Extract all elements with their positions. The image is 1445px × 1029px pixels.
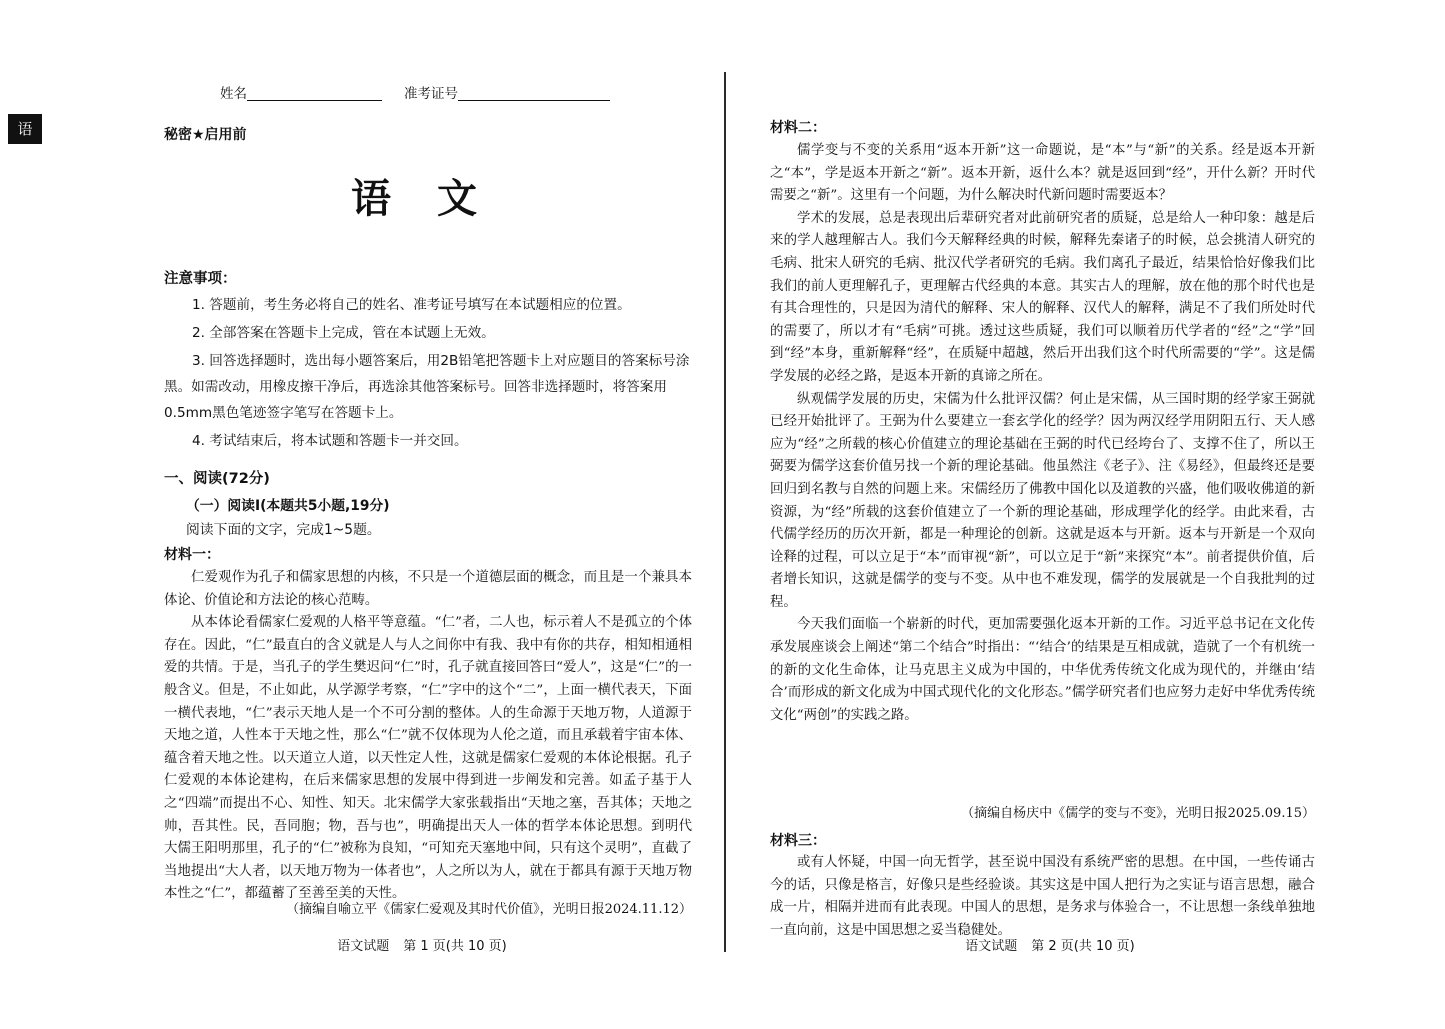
footer-page-number: 第 2 页(共 10 页) <box>1031 939 1135 954</box>
footer-right <box>770 935 1330 954</box>
subsection-heading: （一）阅读Ⅰ(本题共5小题,19分) <box>186 498 390 514</box>
paragraph: 纵观儒学发展的历史，宋儒为什么批评汉儒？何止是宋儒，从三国时期的经学家王弼就已经开始批评了。王弼为什么要建立一套玄学化的经学？因为两汉经学用阴阳五行、天人感应为“经”之所载的核心价值建立的理论基础在王弼的时代已经垮台了、支撑不住了，所以王弼要为儒学这套价值另找一个新的理论基础。他虽然注《老子》、注《易经》，但最终还是要回归到名教与自然的问题上来。宋儒经历了佛教中国化以及道教的兴盛，他们吸收佛道的新资源，为“经”所载的这套价值建立了一个新的理论基础，形成理学化的经学。由此来看，古代儒学经历的历次开新，都是一种理论的创新。这就是返本与开新。返本与开新是一个双向诠释的过程，可以立足于“本”而审视“新”，可以立足于“新”来探究“本”。前者提供价值，后者增长知识，这就是儒学的变与不变。从中也不难发现，儒学的发展就是一个自我批判的过程。 <box>770 391 1315 610</box>
footer-label: 语文试题 <box>337 939 390 954</box>
page-title: 语 文 <box>351 175 493 222</box>
footer-label: 语文试题 <box>965 939 1018 954</box>
paragraph: 学术的发展，总是表现出后辈研究者对此前研究者的质疑，总是给人一种印象：越是后来的学人越理解古人。我们今天解释经典的时候，解释先秦诸子的时候，总会挑清人研究的毛病、批宋人研究的毛病、批汉代学者研究的毛病。我们离孔子最近，结果恰恰好像我们比我们的前人更理解孔子，更理解古代经典的本意。其实古人的理解，放在他的那个时代也是有其合理性的，只是因为清代的解释、宋人的解释、汉代人的解释，满足不了我们所处时代的需要了，所以才有“毛病”可挑。透过这些质疑，我们可以顺着历代学者的“经”之“学”回到“经”本身，重新解释“经”，在质疑中超越，然后开出我们这个时代所需要的“学”。这是儒学发展的必经之路，是返本开新的真谛之所在。 <box>770 210 1315 384</box>
paper-sheet <box>120 62 1330 972</box>
side-tab-subject: 语 <box>8 114 42 144</box>
reading-instruction: 阅读下面的文字，完成1~5题。 <box>186 522 381 538</box>
material-one-label: 材料一： <box>164 547 220 563</box>
paragraph: 今天我们面临一个崭新的时代，更加需要强化返本开新的工作。习近平总书记在文化传承发展座谈会上阐述“第二个结合”时指出：“‘结合’的结果是互相成就，造就了一个有机统一的新的文化生命体，让马克思主义成为中国的，中华优秀传统文化成为现代的，并继由‘结合’而形成的新文化成为中国式现代化的文化形态。”儒学研究者们也应努力走好中华优秀传统文化“两创”的实践之路。 <box>770 617 1315 723</box>
left-column <box>142 62 702 972</box>
footer-page-number: 第 1 页(共 10 页) <box>403 939 507 954</box>
paragraph: 或有人怀疑，中国一向无哲学，甚至说中国没有系统严密的思想。在中国，一些传诵古今的话，只像是格言，好像只是些经验谈。其实这是中国人把行为之实证与语言思想，融合成一片，相隔并进而有此表现。中国人的思想，是务求与体验合一，不让思想一条线单独地一直向前，这是中国思想之妥当稳健处。 <box>770 855 1315 938</box>
secret-notice: 秘密★启用前 <box>164 127 247 143</box>
identity-line <box>220 82 610 102</box>
ticket-blank[interactable] <box>458 85 610 101</box>
notice-item: 1. 答题前，考生务必将自己的姓名、准考证号填写在本试题相应的位置。 <box>192 297 631 313</box>
paragraph: 儒学变与不变的关系用“返本开新”这一命题说，是“本”与“新”的关系。经是返本开新之“本”，学是返本开新之“新”。返本开新，返什么本？就是返回到“经”，开什么新？开时代需要之“新”。这里有一个问题，为什么解决时代新问题时需要返本？ <box>770 143 1315 204</box>
notice-title: 注意事项： <box>164 271 237 287</box>
notice-list <box>164 292 692 456</box>
section-heading-reading: 一、阅读(72分) <box>164 471 270 487</box>
notice-item: 4. 考试结束后，将本试题和答题卡一并交回。 <box>192 433 468 449</box>
material-two-source: （摘编自杨庆中《儒学的变与不变》，光明日报2025.09.15） <box>961 806 1315 821</box>
notice-item: 3. 回答选择题时，选出每小题答案后，用2B铅笔把答题卡上对应题目的答案标号涂黑。如需改动，用橡皮擦干净后，再选涂其他答案标号。回答非选择题时，将答案用0.5mm黑色笔迹签字笔写在答题卡上。 <box>164 353 690 421</box>
name-blank[interactable] <box>247 85 382 101</box>
ticket-label: 准考证号 <box>404 86 458 102</box>
material-two-body <box>770 140 1315 727</box>
notice-item: 2. 全部答案在答题卡上完成，管在本试题上无效。 <box>192 325 495 341</box>
footer-left <box>142 935 702 954</box>
paragraph: 仁爱观作为孔子和儒家思想的内核，不只是一个道德层面的概念，而且是一个兼具本体论、价值论和方法论的核心范畴。 <box>164 570 692 608</box>
material-two-label: 材料二： <box>770 120 826 136</box>
material-one-body <box>164 567 692 906</box>
material-three-body <box>770 852 1315 942</box>
name-label: 姓名 <box>220 86 247 102</box>
material-three-label: 材料三： <box>770 833 826 849</box>
paragraph: 从本体论看儒家仁爱观的人格平等意蕴。“仁”者，二人也，标示着人不是孤立的个体存在。因此，“仁”最直白的含义就是人与人之间你中有我、我中有你的共存，相知相通相爱的共情。于是，当孔子的学生樊迟问“仁”时，孔子就直接回答曰“爱人”，这是“仁”的一般含义。但是，不止如此，从学源学考察，“仁”字中的这个“二”，上面一横代表天，下面一横代表地，“仁”表示天地人是一个不可分割的整体。人的生命源于天地万物，人道源于天地之道，人性本于天地之性，那么“仁”就不仅体现为人伦之道，而且承载着宇宙本体、蕴含着天地之性。以天道立人道，以天性定人性，这就是儒家仁爱观的本体论根据。孔子仁爱观的本体论建构，在后来儒家思想的发展中得到进一步阐发和完善。如孟子基于人之“四端”而提出不心、知性、知天。北宋儒学大家张载指出“天地之塞，吾其体；天地之帅，吾其性。民，吾同胞；物，吾与也”，明确提出天人一体的哲学本体论思想。到明代大儒王阳明那里，孔子的“仁”被称为良知，“可知充天塞地中间，只有这个灵明”，直截了当地提出“大人者，以天地万物为一体者也”，人之所以为人，就在于都具有源于天地万物本性之“仁”，都蕴蓄了至善至美的天性。 <box>164 615 692 902</box>
material-one-source: （摘编自喻立平《儒家仁爱观及其时代价值》，光明日报2024.11.12） <box>286 902 692 917</box>
column-divider <box>724 72 726 952</box>
right-column <box>770 62 1330 972</box>
